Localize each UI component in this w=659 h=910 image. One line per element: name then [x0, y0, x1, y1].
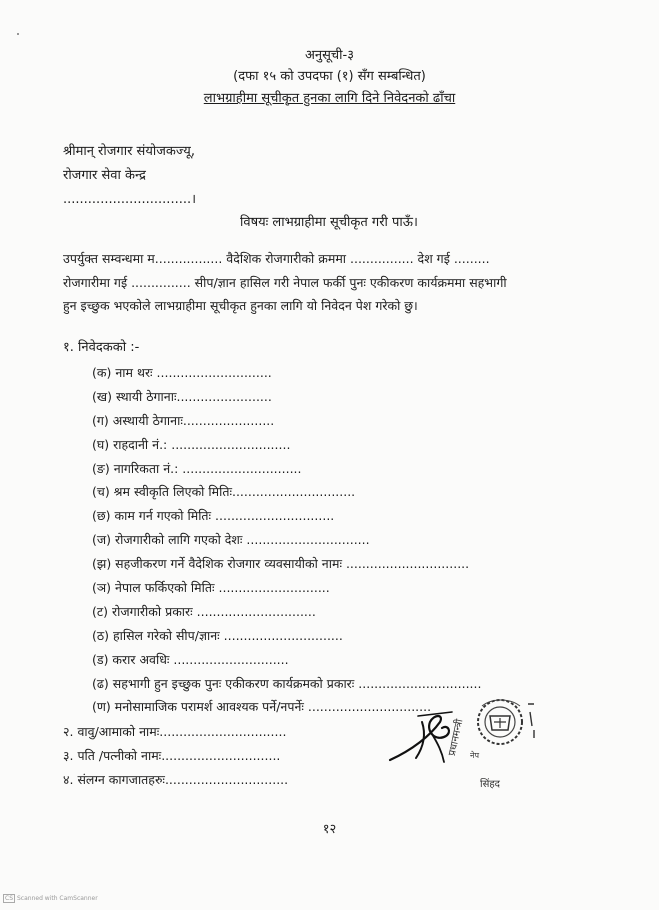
seal-text-a: प्रधानमन्त्री [446, 718, 466, 757]
field-labour-permit-date: (च) श्रम स्वीकृति लिएको मितिः............................... [92, 484, 356, 499]
field-destination-country: (ज) रोजगारीको लागि गएको देशः ............................... [92, 532, 370, 547]
field-recruitment-agency: (झ) सहजीकरण गर्ने वैदेशिक रोजगार व्यवसायीको नामः ............................... [92, 556, 470, 571]
form-title: लाभग्राहीमा सूचीकृत हुनका लागि दिने निवेदनको ढाँचा [203, 91, 456, 106]
field-reintegration-program: (ढ) सहभागी हुन इच्छुक पुनः एकीकरण कार्यक्रमको प्रकारः ............................... [92, 676, 482, 691]
field-name: (क) नाम थरः ............................. [92, 365, 272, 380]
signature-image [382, 692, 562, 802]
field-skills-acquired: (ठ) हासिल गरेको सीप/ज्ञानः .............................. [92, 628, 343, 643]
field-temporary-address: (ग) अस्थायी ठेगानाः....................... [92, 413, 275, 428]
schedule-reference: (दफा १५ को उपदफा (१) सँग सम्बन्धित) [233, 69, 426, 84]
addressee-line-3: ...............................। [63, 192, 197, 207]
field-contract-period: (ड) करार अवधिः ............................. [92, 652, 289, 667]
field-permanent-address: (ख) स्थायी ठेगानाः........................ [92, 389, 272, 404]
seal-text-c: नेप [470, 751, 479, 760]
field-psychosocial-counselling: (ण) मनोसामाजिक परामर्श आवश्यक पर्ने/नपर्नेः ............................... [92, 699, 432, 714]
field-return-date: (ञ) नेपाल फर्किएको मितिः ............................ [92, 580, 330, 595]
body-line-3: हुन इच्छुक भएकोले लाभग्राहीमा सूचीकृत हुनका लागि यो निवेदन पेश गरेको छु। [63, 298, 418, 313]
section-parents-name: २. वावु/आमाको नामः................................ [63, 724, 287, 739]
addressee-line-1: श्रीमान् रोजगार संयोजकज्यू, [63, 144, 195, 159]
body-line-1: उपर्युक्त सम्वन्धमा म................. वैदेशिक रोजगारीको क्रममा ................ देश गई ......... [63, 251, 490, 266]
field-citizenship-number: (ङ) नागरिकता नं.: .............................. [92, 461, 302, 476]
seal-text-b: सिंहद [480, 779, 500, 790]
section-spouse-name: ३. पति /पत्नीको नामः.............................. [63, 748, 281, 763]
speck-mark [17, 33, 19, 35]
field-passport-number: (घ) राहदानी नं.: .............................. [92, 437, 291, 452]
addressee-line-2: रोजगार सेवा केन्द्र [63, 168, 146, 183]
scanner-watermark-text: Scanned with CamScanner [17, 895, 98, 902]
subject-line: विषयः लाभग्राहीमा सूचीकृत गरी पाऊँ। [240, 215, 418, 230]
schedule-title: अनुसूची-३ [304, 48, 354, 63]
signature-and-seal [382, 692, 562, 802]
section-attachments: ४. संलग्न कागजातहरुः............................... [63, 772, 289, 787]
field-departure-date: (छ) काम गर्न गएको मितिः .............................. [92, 508, 335, 523]
scanner-watermark [3, 894, 98, 903]
field-employment-type: (ट) रोजगारीको प्रकारः .............................. [92, 604, 316, 619]
body-line-2: रोजगारीमा गई ............... सीप/ज्ञान हासिल गरी नेपाल फर्की पुनः एकीकरण कार्यक्रममा सहभागी [63, 275, 507, 290]
camscanner-logo: CS [5, 895, 13, 902]
section-applicant: १. निवेदकको :- [63, 340, 140, 355]
page-number: १२ [322, 822, 337, 837]
